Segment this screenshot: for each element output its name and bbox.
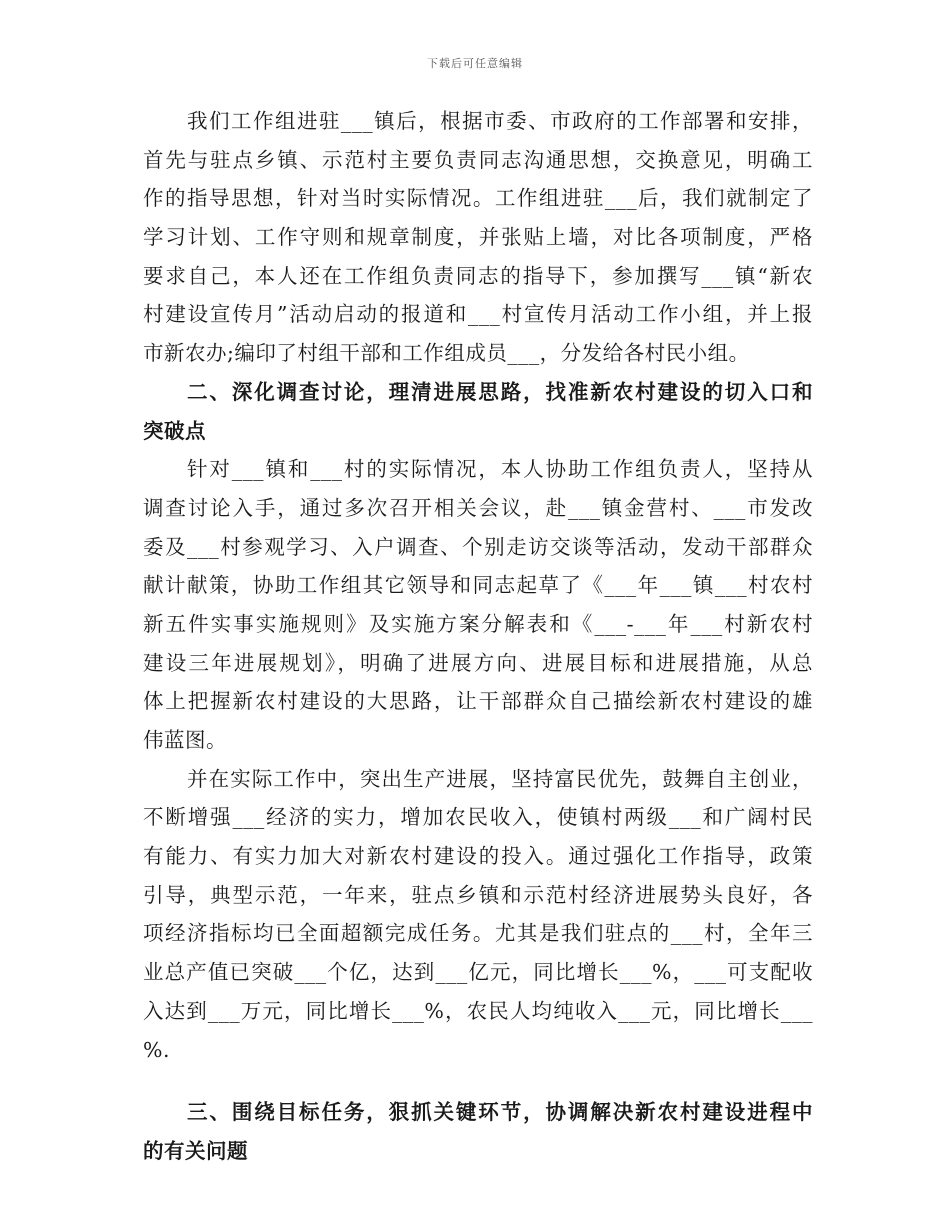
text-line: 有能力、有实力加大对新农村建设的投入。通过强化工作指导，政策 [143, 844, 813, 869]
text-line: 入达到___万元，同比增长___%，农民人均纯收入___元，同比增长___ [143, 998, 813, 1023]
heading-line: 三、围绕目标任务，狠抓关键环节，协调解决新农村建设进程中 [187, 1100, 813, 1125]
text-line: 调查讨论入手，通过多次召开相关会议，赴___镇金营村、___市发改 [143, 495, 813, 520]
document-body [143, 102, 813, 1171]
text-line: 针对___镇和___村的实际情况，本人协助工作组负责人，坚持从 [187, 457, 813, 482]
text-line: 村建设宣传月”活动启动的报道和___村宣传月活动工作小组，并上报 [143, 302, 813, 327]
section-heading-3 [143, 1093, 813, 1170]
text-line: 献计献策，协助工作组其它领导和同志起草了《___年___镇___村农村 [143, 573, 813, 598]
section-heading-2 [143, 373, 813, 450]
text-line: 新五件实事实施规则》及实施方案分解表和《___-___年___村新农村 [143, 611, 813, 636]
heading-line: 突破点 [143, 418, 206, 443]
text-line: 学习计划、工作守则和规章制度，并张贴上墙，对比各项制度，严格 [143, 225, 813, 250]
text-line: %. [143, 1037, 170, 1062]
paragraph-economic-results [143, 760, 813, 1070]
text-line: 作的指导思想，针对当时实际情况。工作组进驻___后，我们就制定了 [143, 186, 813, 211]
text-line: 我们工作组进驻___镇后，根据市委、市政府的工作部署和安排， [187, 109, 813, 133]
text-line: 建设三年进展规划》，明确了进展方向、进展目标和进展措施，从总 [143, 650, 813, 675]
heading-line: 二、深化调查讨论，理清进展思路，找准新农村建设的切入口和 [187, 379, 813, 404]
text-line: 引导，典型示范，一年来，驻点乡镇和示范村经济进展势头良好，各 [143, 882, 813, 907]
text-line: 项经济指标均已全面超额完成任务。尤其是我们驻点的___村，全年三 [143, 921, 813, 946]
text-line: 伟蓝图。 [143, 728, 227, 752]
page-header: 下载后可任意编辑 [427, 57, 523, 70]
heading-line: 的有关问题 [143, 1138, 248, 1163]
text-line: 并在实际工作中，突出生产进展，坚持富民优先，鼓舞自主创业， [187, 766, 813, 791]
text-line: 市新农办;编印了村组干部和工作组成员___，分发给各村民小组。 [143, 341, 750, 366]
text-line: 体上把握新农村建设的大思路，让干部群众自己描绘新农村建设的雄 [143, 689, 813, 714]
text-line: 首先与驻点乡镇、示范村主要负责同志沟通思想，交换意见，明确工 [143, 147, 813, 172]
paragraph-work-group-entry [143, 102, 813, 373]
paragraph-investigation [143, 450, 813, 760]
text-line: 要求自己，本人还在工作组负责同志的指导下，参加撰写___镇“新农 [143, 263, 813, 288]
text-line: 委及___村参观学习、入户调查、个别走访交谈等活动，发动干部群众 [143, 534, 813, 559]
text-line: 业总产值已突破___个亿，达到___亿元，同比增长___%，___可支配收 [143, 960, 813, 985]
text-line: 不断增强___经济的实力，增加农民收入，使镇村两级___和广阔村民 [143, 805, 813, 830]
